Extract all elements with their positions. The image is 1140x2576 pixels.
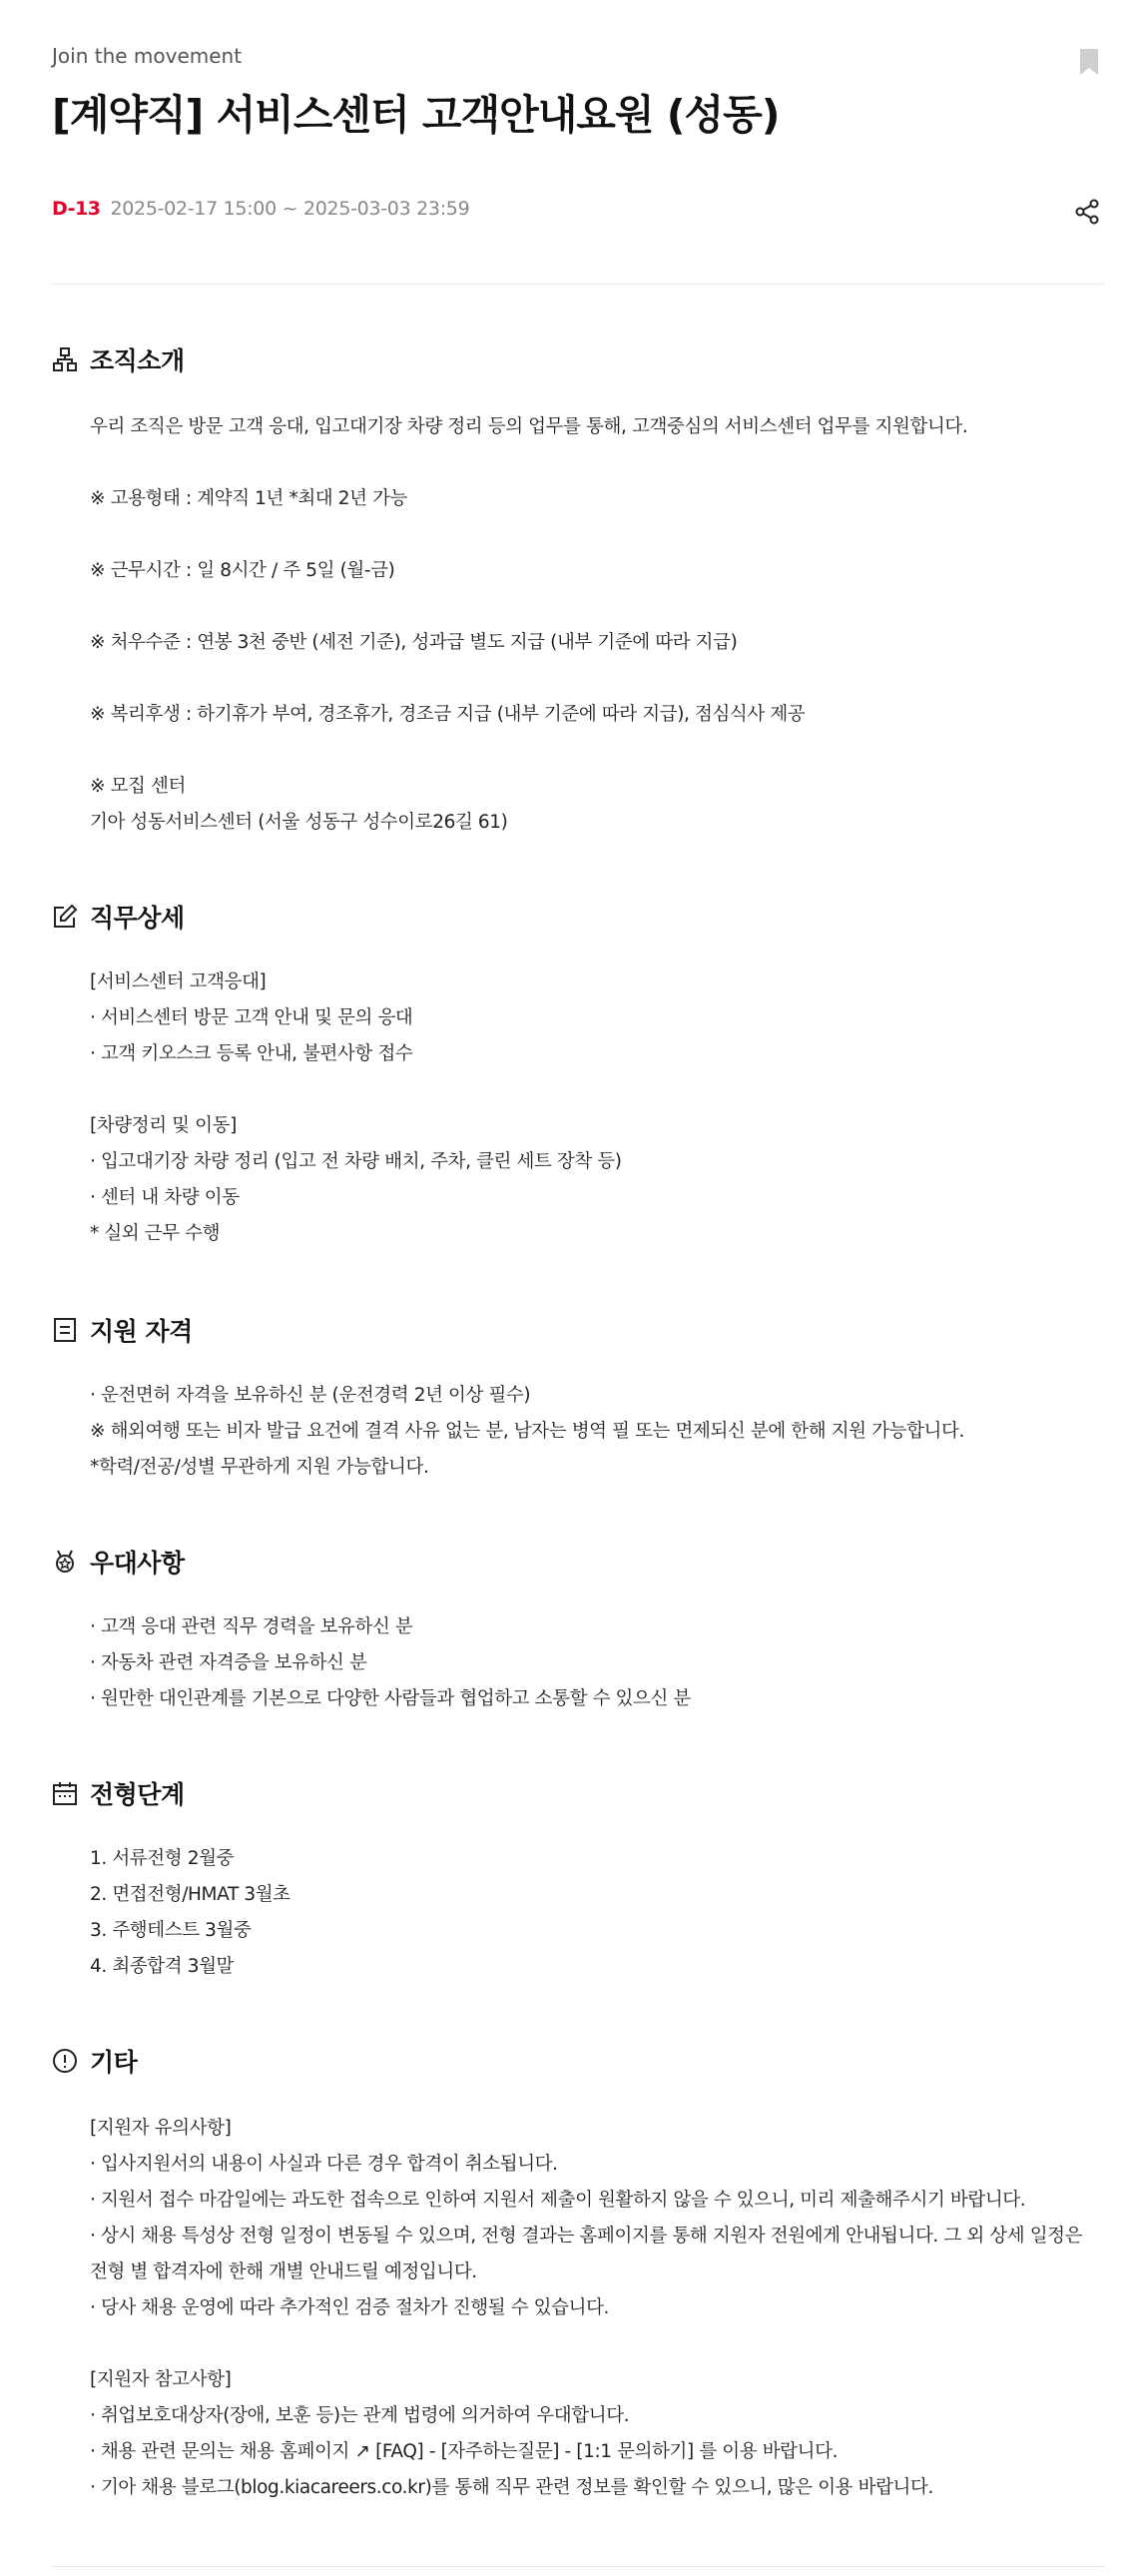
body-line: 3. 주행테스트 3월중 [90, 1920, 252, 1941]
section-duty-heading [52, 899, 185, 935]
body-line: · 원만한 대인관계를 기본으로 다양한 사람들과 협업하고 소통할 수 있으신 분 [90, 1688, 691, 1709]
dday-badge: D-13 [52, 198, 101, 220]
share-button[interactable] [1074, 198, 1100, 226]
body-line: 우리 조직은 방문 고객 응대, 입고대기장 차량 정리 등의 업무를 통해, 고객중심의 서비스센터 업무를 지원합니다. [90, 416, 968, 437]
body-line: · 지원서 접수 마감일에는 과도한 접속으로 인하여 지원서 제출이 원활하지 않을 수 있으니, 미리 제출해주시기 바랍니다. [90, 2190, 1026, 2211]
bookmark-button[interactable] [1078, 48, 1100, 76]
body-line: ※ 근무시간 : 일 8시간 / 주 5일 (월-금) [90, 560, 395, 581]
section-org-body [90, 409, 1104, 841]
section-title: 전형단계 [90, 1780, 185, 1809]
body-line: · 기아 채용 블로그(blog.kiacareers.co.kr)를 통해 직무 관련 정보를 확인할 수 있으니, 많은 이용 바랍니다. [90, 2477, 933, 2498]
section-qual-heading [52, 1312, 193, 1348]
body-line: · 고객 키오스크 등록 안내, 불편사항 접수 [90, 1043, 413, 1064]
section-process-heading [52, 1775, 185, 1811]
body-line: * 실외 근무 수행 [90, 1223, 221, 1244]
body-line [90, 1072, 1104, 1108]
section-title: 우대사항 [90, 1549, 185, 1578]
body-line: · 취업보호대상자(장애, 보훈 등)는 관계 법령에 의거하여 우대합니다. [90, 2405, 630, 2426]
badge-icon [52, 1549, 78, 1575]
header-divider [52, 284, 1104, 285]
section-etc-body [90, 2111, 1104, 2506]
body-line: ※ 고용형태 : 계약직 1년 *최대 2년 가능 [90, 488, 408, 509]
section-title: 지원 자격 [90, 1317, 193, 1346]
page-title: [계약직] 서비스센터 고객안내요원 (성동) [52, 91, 780, 139]
document-icon [52, 1317, 78, 1343]
section-title: 기타 [90, 2048, 138, 2077]
body-line: [차량정리 및 이동] [90, 1115, 237, 1136]
body-line: · 고객 응대 관련 직무 경력을 보유하신 분 [90, 1616, 413, 1637]
body-line: · 센터 내 차량 이동 [90, 1187, 240, 1208]
edit-icon [52, 904, 78, 930]
body-line: *학력/전공/성별 무관하게 지원 가능합니다. [90, 1457, 429, 1478]
body-line: 1. 서류전형 2월중 [90, 1848, 235, 1869]
body-line [90, 661, 1104, 697]
body-line [90, 733, 1104, 769]
body-line: · 운전면허 자격을 보유하신 분 (운전경력 2년 이상 필수) [90, 1385, 531, 1406]
body-line [90, 445, 1104, 481]
body-line: · 자동차 관련 자격증을 보유하신 분 [90, 1652, 367, 1673]
org-chart-icon [52, 346, 78, 372]
faq-link-line[interactable]: · 채용 관련 문의는 채용 홈페이지 ↗ [FAQ] - [자주하는질문] - [1:1 문의하기] 를 이용 바랍니다. [90, 2441, 839, 2462]
body-line: · 서비스센터 방문 고객 안내 및 문의 응대 [90, 1007, 413, 1028]
eyebrow-text: Join the movement [52, 44, 243, 68]
body-line: · 입사지원서의 내용이 사실과 다른 경우 합격이 취소됩니다. [90, 2154, 558, 2175]
alert-circle-icon [52, 2048, 78, 2074]
body-line: 기아 성동서비스센터 (서울 성동구 성수이로26길 61) [90, 812, 508, 833]
bookmark-icon [1078, 48, 1100, 76]
section-process-body [90, 1841, 1104, 1985]
body-line: ※ 해외여행 또는 비자 발급 요건에 결격 사유 없는 분, 남자는 병역 필 또는 면제되신 분에 한해 지원 가능합니다. [90, 1421, 964, 1442]
section-pref-heading [52, 1544, 185, 1580]
body-line: ※ 모집 센터 [90, 776, 186, 797]
footer-divider [52, 2566, 1104, 2567]
share-icon [1074, 198, 1100, 226]
body-line: 2. 면접전형/HMAT 3월초 [90, 1884, 290, 1905]
section-duty-body [90, 965, 1104, 1252]
body-line [90, 517, 1104, 553]
body-line: ※ 복리후생 : 하기휴가 부여, 경조휴가, 경조금 지급 (내부 기준에 따라 지급), 점심식사 제공 [90, 704, 806, 725]
period-text: 2025-02-17 15:00 ~ 2025-03-03 23:59 [110, 198, 470, 220]
body-line: 전형 별 합격자에 한해 개별 안내드릴 예정입니다. [90, 2261, 477, 2282]
body-line: ※ 처우수준 : 연봉 3천 중반 (세전 기준), 성과급 별도 지급 (내부 기준에 따라 지급) [90, 632, 738, 653]
calendar-icon [52, 1780, 78, 1806]
body-line [90, 589, 1104, 625]
body-line: [지원자 유의사항] [90, 2118, 232, 2139]
body-line [90, 2326, 1104, 2362]
body-line: · 당사 채용 운영에 따라 추가적인 검증 절차가 진행될 수 있습니다. [90, 2297, 610, 2318]
section-etc-heading [52, 2043, 137, 2079]
section-pref-body [90, 1610, 1104, 1717]
body-line: [서비스센터 고객응대] [90, 971, 267, 992]
section-org-heading [52, 341, 185, 377]
body-line: · 상시 채용 특성상 전형 일정이 변동될 수 있으며, 전형 결과는 홈페이지를 통해 지원자 전원에게 안내됩니다. 그 외 상세 일정은 [90, 2226, 1083, 2247]
section-qual-body [90, 1378, 1104, 1486]
section-title: 조직소개 [90, 346, 185, 375]
posting-period [52, 198, 469, 220]
body-line: [지원자 참고사항] [90, 2369, 232, 2390]
body-line: · 입고대기장 차량 정리 (입고 전 차량 배치, 주차, 클린 세트 장착 등) [90, 1151, 622, 1172]
section-title: 직무상세 [90, 904, 185, 933]
body-line: 4. 최종합격 3월말 [90, 1956, 235, 1977]
